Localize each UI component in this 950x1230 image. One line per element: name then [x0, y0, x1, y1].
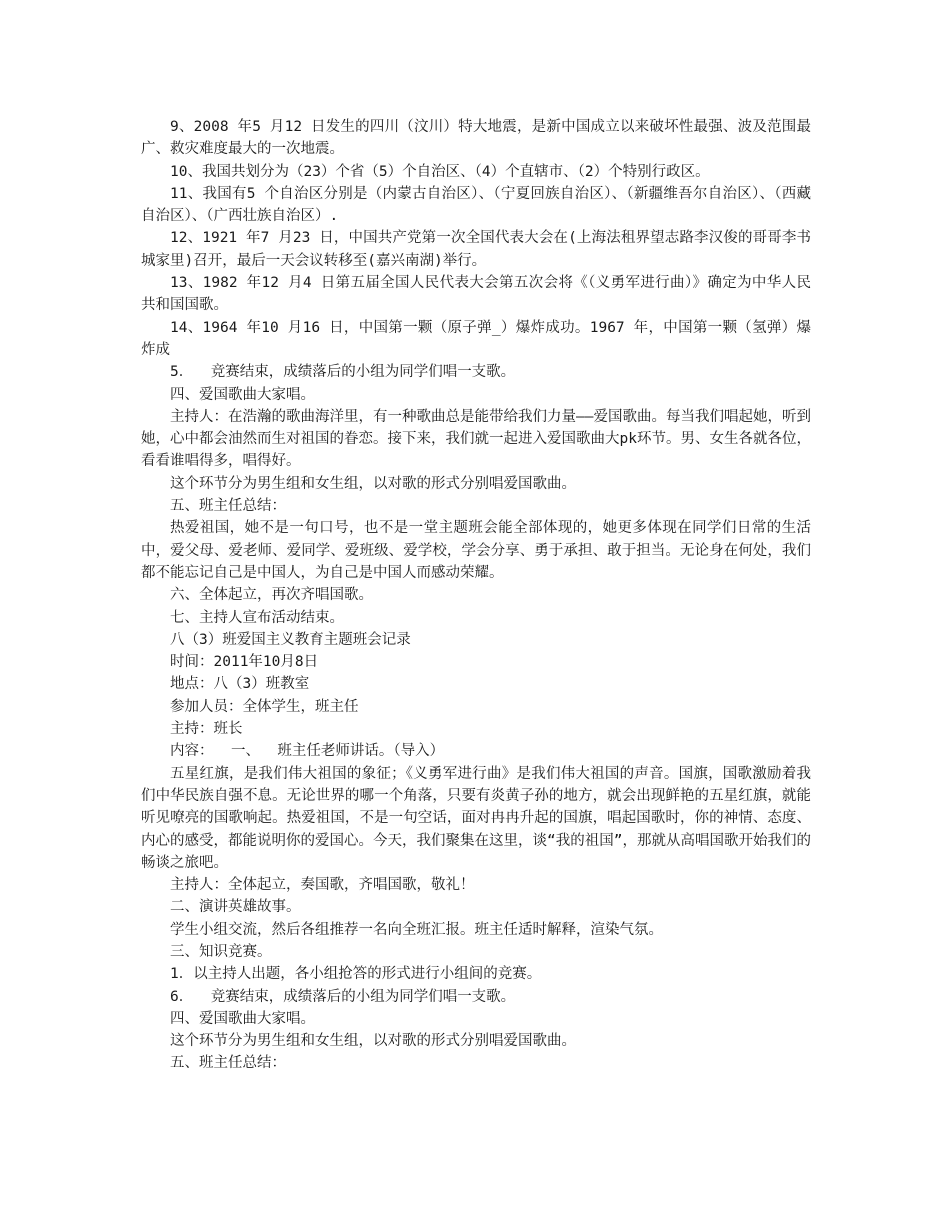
section-heading-quiz: 三、知识竞赛。 [170, 943, 272, 960]
document-body [141, 116, 811, 1075]
paragraph-group-exchange: 学生小组交流，然后各组推荐一名向全班汇报。班主任适时解释，渲染气氛。 [170, 921, 663, 938]
paragraph-quiz-format: 1．以主持人出题，各小组抢答的形式进行小组间的竞赛。 [170, 966, 542, 983]
paragraph-q12-party-congress: 12、1921 年7 月23 日，中国共产党第一次全国代表大会在(上海法租界望志路李汉俊的哥哥李书城家里)召开，最后一天会议转移至(嘉兴南湖)举行。 [141, 230, 811, 269]
paragraph-q9-earthquake: 9、2008 年5 月12 日发生的四川（汶川）特大地震，是新中国成立以来破坏性最强、波及范围最广、救灾难度最大的一次地震。 [141, 119, 811, 158]
paragraph-flag-anthem: 五星红旗，是我们伟大祖国的象征；《义勇军进行曲》是我们伟大祖国的声音。国旗，国歌激励着我们中华民族自强不息。无论世界的哪一个角落，只要有炎黄子孙的地方，就会出现鲜艳的五星红旗，就能听见嘹亮的国歌响起。热爱祖国，不是一句空话，面对冉冉升起的国旗，唱起国歌时，你的神情、态度、内心的感受，都能说明你的爱国心。今天，我们聚集在这里，谈“我的祖国”，那就从高唱国歌开始我们的畅谈之旅吧。 [141, 765, 811, 871]
record-participants: 参加人员：全体学生，班主任 [170, 698, 359, 715]
record-time: 时间：2011年10月8日 [170, 654, 319, 671]
record-host: 主持：班长 [170, 721, 243, 738]
section-heading-summary-2: 五、班主任总结： [170, 1055, 286, 1072]
paragraph-q11-autonomous-regions: 11、我国有5 个自治区分别是（内蒙古自治区）、（宁夏回族自治区）、（新疆维吾尔自治区）、（西藏自治区）、（广西壮族自治区）. [141, 185, 811, 225]
paragraph-q13-national-anthem: 13、1982 年12 月4 日第五届全国人民代表大会第五次会将《（义勇军进行曲）》确定为中华人民共和国国歌。 [141, 275, 811, 314]
paragraph-host-anthem: 主持人：全体起立，奏国歌，齐唱国歌，敬礼！ [170, 877, 475, 894]
section-heading-summary: 五、班主任总结： [170, 498, 286, 515]
section-heading-closing: 七、主持人宣布活动结束。 [170, 609, 344, 626]
paragraph-contest-end: 5． 竞赛结束，成绩落后的小组为同学们唱一支歌。 [170, 364, 516, 381]
paragraph-contest-end-2: 6． 竞赛结束，成绩落后的小组为同学们唱一支歌。 [170, 988, 516, 1005]
paragraph-song-groups: 这个环节分为男生组和女生组，以对歌的形式分别唱爱国歌曲。 [170, 475, 576, 492]
paragraph-host-songs: 主持人：在浩瀚的歌曲海洋里，有一种歌曲总是能带给我们力量——爱国歌曲。每当我们唱起她，听到她，心中都会油然而生对祖国的眷恋。接下来，我们就一起进入爱国歌曲大pk环节。男、女生各就各位，看看谁唱得多，唱得好。 [141, 408, 811, 470]
section-heading-songs: 四、爱国歌曲大家唱。 [170, 386, 315, 403]
paragraph-song-groups-2: 这个环节分为男生组和女生组，以对歌的形式分别唱爱国歌曲。 [170, 1033, 576, 1050]
section-heading-hero-stories: 二、演讲英雄故事。 [170, 899, 301, 916]
paragraph-teacher-summary: 热爱祖国，她不是一句口号，也不是一堂主题班会能全部体现的，她更多体现在同学们日常的生活中，爱父母、爱老师、爱同学、爱班级、爱学校，学会分享、勇于承担、敢于担当。无论身在何处，我们都不能忘记自己是中国人，为自己是中国人而感动荣耀。 [141, 520, 811, 581]
paragraph-q14-atomic-bomb: 14、1964 年10 月16 日，中国第一颗（原子弹_）爆炸成功。1967 年，中国第一颗（氢弹）爆炸成 [141, 319, 811, 358]
section-heading-songs-2: 四、爱国歌曲大家唱。 [170, 1010, 315, 1027]
paragraph-q10-divisions: 10、我国共划分为（23）个省（5）个自治区、（4）个直辖市、（2）个特别行政区。 [170, 163, 710, 180]
record-title: 八（3）班爱国主义教育主题班会记录 [170, 631, 411, 648]
section-heading-anthem-again: 六、全体起立，再次齐唱国歌。 [170, 587, 373, 604]
record-content-heading: 内容： 一、 班主任老师讲话。（导入） [170, 743, 445, 760]
record-location: 地点：八（3）班教室 [170, 676, 310, 693]
